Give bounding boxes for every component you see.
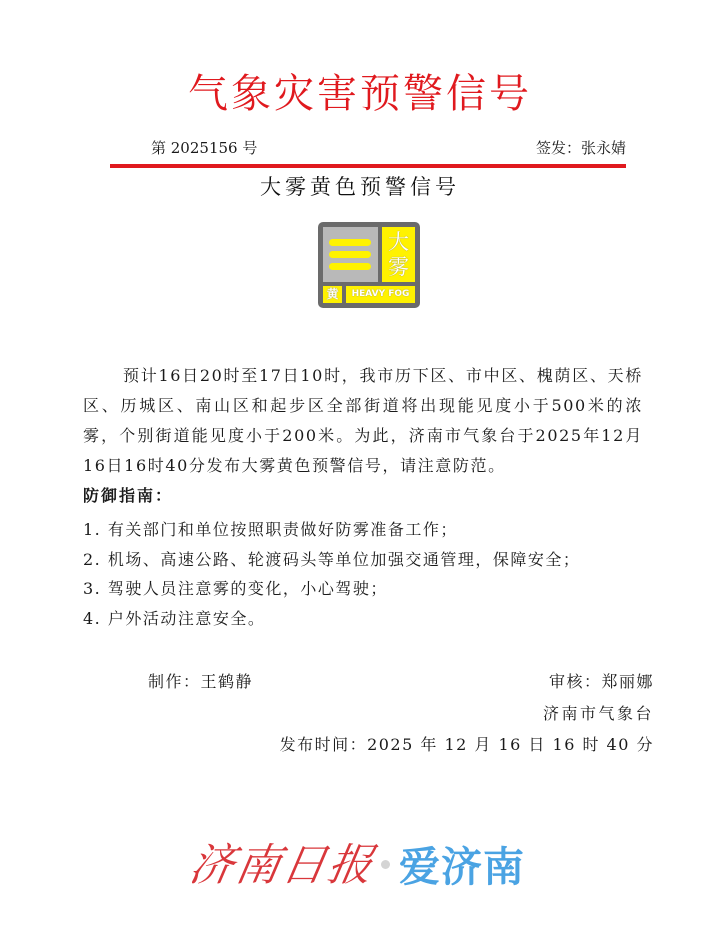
guide-item: 3. 驾驶人员注意雾的变化，小心驾驶； bbox=[83, 579, 388, 598]
warning-paragraph: 预计16日20时至17日10时，我市历下区、市中区、槐荫区、天桥区、历城区、南山区和起步区全部街道将出现能见度小于500米的浓雾，个别街道能见度小于200米。为此，济南市气象台于2025年12月16日16时40分发布大雾黄色预警信号，请注意防范。 bbox=[83, 366, 643, 475]
guide-item: 4. 户外活动注意安全。 bbox=[83, 608, 266, 628]
jinan-daily-logo: 济南日报 bbox=[185, 840, 379, 891]
guide-item: 1. 有关部门和单位按照职责做好防雾准备工作； bbox=[83, 520, 458, 539]
signal-bar bbox=[329, 263, 371, 270]
signal-bar bbox=[329, 239, 371, 246]
publish-time: 发布时间：2025 年 12 月 16 日 16 时 40 分 bbox=[279, 735, 654, 754]
reviewer: 审核：郑丽娜 bbox=[548, 672, 654, 691]
red-divider bbox=[110, 164, 626, 168]
guide-heading: 防御指南： bbox=[83, 486, 174, 505]
guide-item: 2. 机场、高速公路、轮渡码头等单位加强交通管理，保障安全； bbox=[83, 549, 581, 569]
ai-jinan-logo: 爱济南 bbox=[399, 843, 525, 891]
maker: 制作：王鹤静 bbox=[148, 672, 254, 691]
signal-bar bbox=[329, 251, 371, 258]
guide-list bbox=[83, 515, 580, 633]
signal-char-bottom: 雾 bbox=[388, 255, 409, 279]
signal-level-label: 黄 bbox=[323, 286, 342, 303]
signal-english-label: HEAVY FOG bbox=[346, 286, 415, 303]
signer: 签发：张永婧 bbox=[535, 139, 626, 157]
warning-title: 大雾黄色预警信号 bbox=[260, 175, 460, 199]
document-number: 第 2025156 号 bbox=[151, 139, 258, 157]
logo-separator-dot bbox=[381, 860, 390, 869]
heavy-fog-yellow-signal-icon bbox=[318, 222, 420, 308]
issuing-organization: 济南市气象台 bbox=[542, 704, 654, 723]
signal-char-top: 大 bbox=[388, 230, 409, 254]
document-title: 气象灾害预警信号 bbox=[188, 71, 532, 117]
signal-name-panel bbox=[382, 227, 415, 282]
